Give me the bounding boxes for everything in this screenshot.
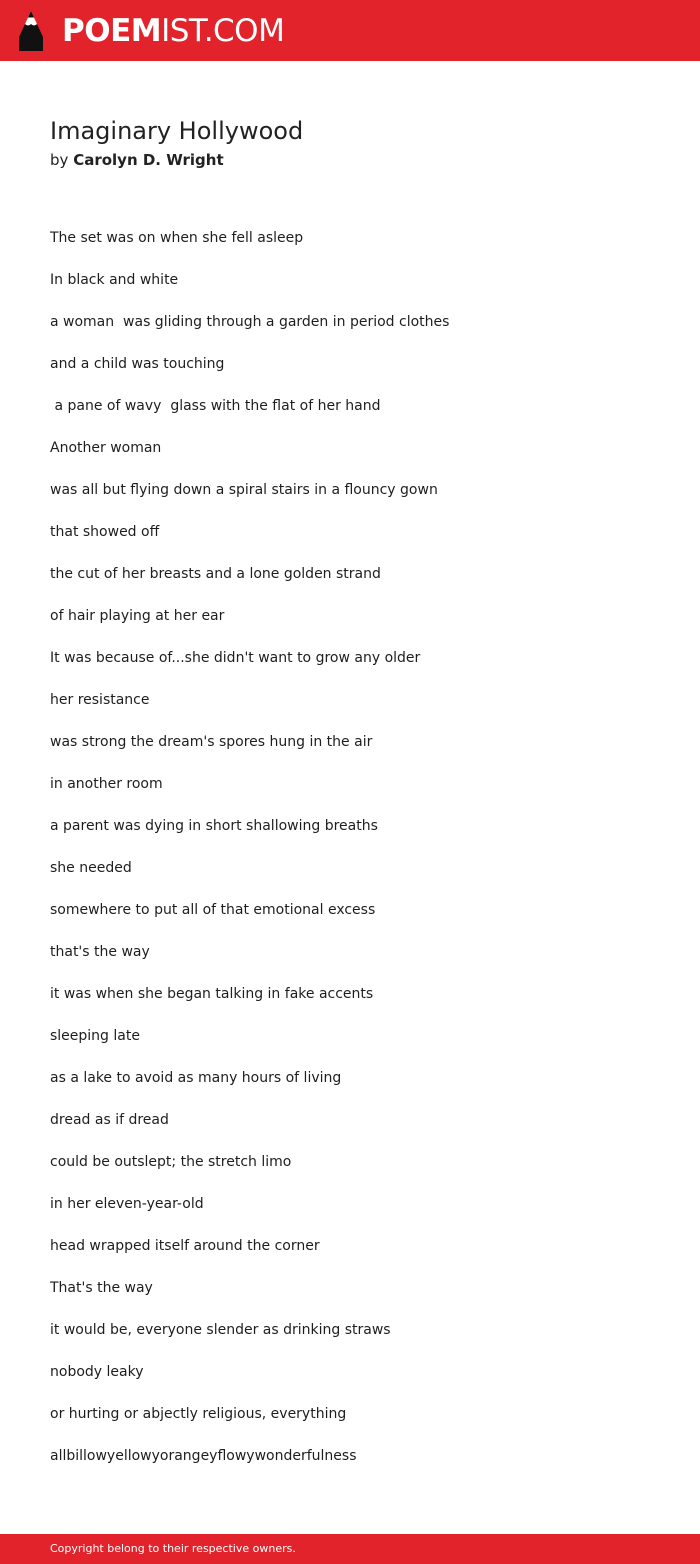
site-logo-link[interactable] (18, 10, 284, 52)
poem-line: was all but flying down a spiral stairs in a flouncy gown (50, 482, 438, 498)
poem-line: a pane of wavy glass with the flat of her hand (50, 398, 381, 414)
poem-line: That's the way (50, 1280, 153, 1296)
poem-line: or hurting or abjectly religious, everything (50, 1406, 347, 1422)
poem-line: could be outslept; the stretch limo (50, 1154, 292, 1170)
poem-line: Another woman (50, 440, 162, 456)
poem-line: as a lake to avoid as many hours of living (50, 1070, 342, 1086)
poem-line: head wrapped itself around the corner (50, 1238, 320, 1254)
poem-line: in another room (50, 776, 163, 792)
poem-line: It was because of...she didn't want to grow any older (50, 650, 421, 666)
copyright-text: Copyright belong to their respective owners. (50, 1542, 296, 1555)
poem-author: Carolyn D. Wright (73, 151, 224, 169)
poem-line: nobody leaky (50, 1364, 144, 1380)
poem-line: the cut of her breasts and a lone golden strand (50, 566, 381, 582)
poem-content (50, 116, 650, 1464)
poem-line: a woman was gliding through a garden in period clothes (50, 314, 450, 330)
poem-line: that showed off (50, 524, 160, 540)
poem-line: and a child was touching (50, 356, 225, 372)
poem-line: of hair playing at her ear (50, 608, 225, 624)
logo-text-bold: POEM (62, 13, 162, 49)
site-header (0, 0, 700, 61)
poem-line: The set was on when she fell asleep (50, 230, 304, 246)
poem-line: her resistance (50, 692, 150, 708)
poem-line: a parent was dying in short shallowing breaths (50, 818, 378, 834)
poem-line: somewhere to put all of that emotional excess (50, 902, 376, 918)
poem-line: allbillowyellowyorangeyflowywonderfulness (50, 1448, 357, 1464)
poem-line: in her eleven-year-old (50, 1196, 204, 1212)
poem-line: she needed (50, 860, 132, 876)
poem-line: was strong the dream's spores hung in the air (50, 734, 373, 750)
byline-label: by (50, 151, 69, 169)
poem-line: sleeping late (50, 1028, 140, 1044)
poem-byline (50, 150, 650, 170)
poem-line: dread as if dread (50, 1112, 169, 1128)
poem-line: that's the way (50, 944, 150, 960)
logo-text-light: IST.COM (161, 13, 285, 49)
poem-title: Imaginary Hollywood (50, 117, 304, 145)
site-footer (0, 1534, 700, 1564)
poem-body (50, 217, 650, 1477)
site-logo-text (62, 10, 284, 52)
poem-line: it would be, everyone slender as drinking straws (50, 1322, 391, 1338)
poem-line: In black and white (50, 272, 179, 288)
pencil-tip-icon (18, 10, 44, 52)
poem-line: it was when she began talking in fake accents (50, 986, 374, 1002)
